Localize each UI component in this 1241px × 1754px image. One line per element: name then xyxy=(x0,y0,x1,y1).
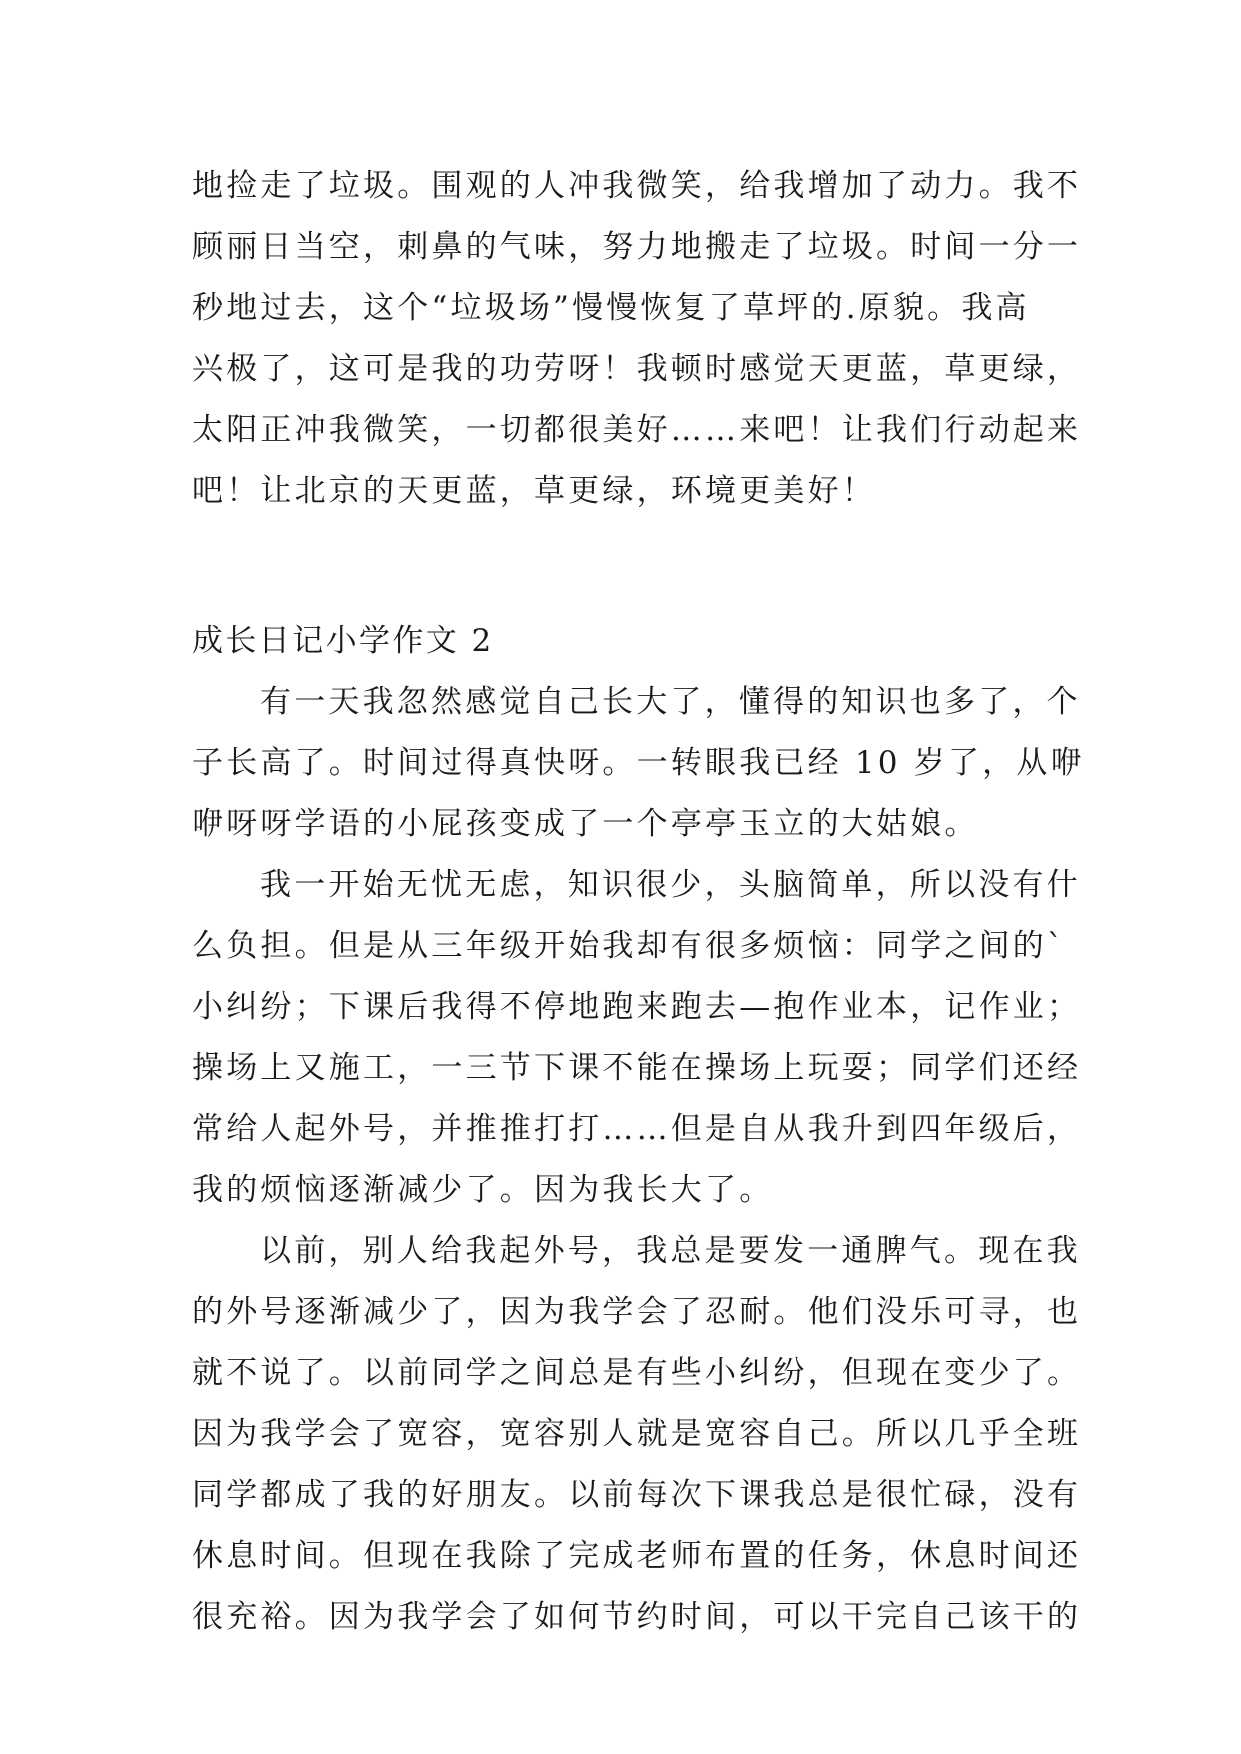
paragraph-3 xyxy=(192,1221,1082,1648)
text-line: 就不说了。以前同学之间总是有些小纠纷，但现在变少了。 xyxy=(192,1355,1082,1391)
document-body xyxy=(192,156,1085,1648)
text-line: 我一开始无忧无虑，知识很少，头脑简单，所以没有什 xyxy=(260,867,1081,903)
paragraph-2 xyxy=(192,855,1082,1221)
text-line: 休息时间。但现在我除了完成老师布置的任务，休息时间还 xyxy=(192,1538,1082,1574)
text-line: 顾丽日当空，刺鼻的气味，努力地搬走了垃圾。时间一分一 xyxy=(192,229,1082,265)
text-line: 以前，别人给我起外号，我总是要发一通脾气。现在我 xyxy=(260,1233,1081,1269)
text-line: 秒地过去，这个“垃圾场”慢慢恢复了草坪的.原貌。我高 xyxy=(192,290,1030,326)
text-line: 小纠纷；下课后我得不停地跑来跑去—抱作业本，记作业； xyxy=(192,989,1082,1025)
text-line: 的外号逐渐减少了，因为我学会了忍耐。他们没乐可寻，也 xyxy=(192,1294,1082,1330)
text-line: 地捡走了垃圾。围观的人冲我微笑，给我增加了动力。我不 xyxy=(192,168,1082,204)
section-spacer xyxy=(192,522,1052,611)
text-line: 有一天我忽然感觉自己长大了，懂得的知识也多了，个 xyxy=(260,684,1081,720)
text-line: 兴极了，这可是我的功劳呀！我顿时感觉天更蓝，草更绿， xyxy=(192,351,1082,387)
essay-1-continuation xyxy=(192,156,1082,522)
section-heading: 成长日记小学作文 2 xyxy=(192,623,494,659)
text-line: 很充裕。因为我学会了如何节约时间，可以干完自己该干的 xyxy=(192,1599,1082,1635)
paragraph-1 xyxy=(192,672,1085,855)
text-line: 太阳正冲我微笑，一切都很美好……来吧！让我们行动起来 xyxy=(192,412,1082,448)
text-line: 吧！让北京的天更蓝，草更绿，环境更美好！ xyxy=(192,473,876,509)
text-line: 咿呀呀学语的小屁孩变成了一个亭亭玉立的大姑娘。 xyxy=(192,806,979,842)
text-line: 因为我学会了宽容，宽容别人就是宽容自己。所以几乎全班 xyxy=(192,1416,1082,1452)
text-line: 么负担。但是从三年级开始我却有很多烦恼：同学之间的` xyxy=(192,928,1066,964)
text-line: 操场上又施工，一三节下课不能在操场上玩耍；同学们还经 xyxy=(192,1050,1082,1086)
text-line: 同学都成了我的好朋友。以前每次下课我总是很忙碌，没有 xyxy=(192,1477,1082,1513)
text-line: 我的烦恼逐渐减少了。因为我长大了。 xyxy=(192,1172,774,1208)
text-line: 子长高了。时间过得真快呀。一转眼我已经 10 岁了，从咿 xyxy=(192,745,1085,781)
text-line: 常给人起外号，并推推打打……但是自从我升到四年级后， xyxy=(192,1111,1082,1147)
